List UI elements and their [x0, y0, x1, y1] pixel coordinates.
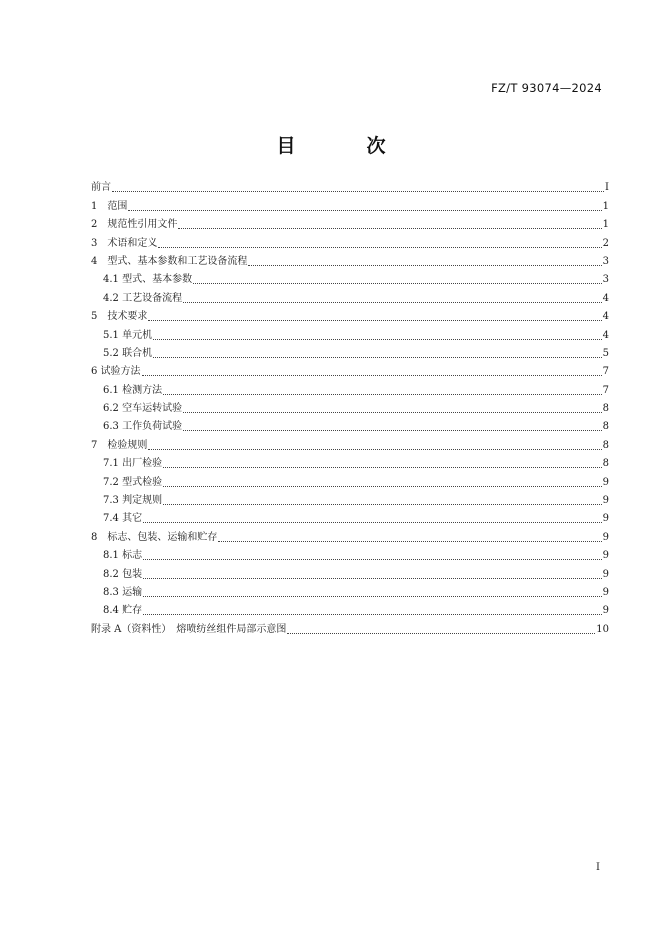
- toc-entry-page: 9: [602, 495, 609, 507]
- toc-leader-dots: [183, 412, 602, 413]
- toc-entry-page: 9: [602, 531, 609, 543]
- page-number: I: [596, 862, 600, 873]
- toc-entry-label: 7.2 型式检验: [103, 476, 163, 488]
- toc-leader-dots: [143, 522, 602, 523]
- toc-entry-page: 9: [602, 513, 609, 525]
- toc-entry[interactable]: [91, 176, 609, 194]
- toc-leader-dots: [112, 191, 604, 192]
- toc-leader-dots: [178, 228, 601, 229]
- toc-entry[interactable]: [91, 617, 609, 635]
- toc-entry-label: 6.2 空车运转试验: [103, 403, 183, 415]
- toc-leader-dots: [143, 596, 602, 597]
- toc-entry[interactable]: [91, 360, 609, 378]
- toc-entry-page: 1: [602, 200, 609, 212]
- toc-leader-dots: [183, 302, 602, 303]
- toc-leader-dots: [142, 375, 602, 376]
- toc-entry-page: 7: [602, 366, 609, 378]
- toc-entry-label: 7.3 判定规则: [103, 495, 163, 507]
- table-of-contents: [91, 176, 609, 636]
- toc-leader-dots: [163, 467, 602, 468]
- toc-entry-page: 9: [602, 586, 609, 598]
- toc-entry[interactable]: [91, 378, 609, 396]
- toc-entry[interactable]: [91, 268, 609, 286]
- toc-entry-page: 7: [602, 384, 609, 396]
- toc-title: 目 次: [276, 135, 412, 157]
- toc-entry-label: 8.1 标志: [103, 550, 143, 562]
- toc-entry-label: 4.1 型式、基本参数: [103, 274, 193, 286]
- toc-entry-label: 5.2 联合机: [103, 347, 153, 359]
- toc-entry-label: 5.1 单元机: [103, 329, 153, 341]
- standard-code: FZ/T 93074—2024: [491, 81, 602, 95]
- toc-entry[interactable]: [91, 433, 609, 451]
- toc-entry-page: 1: [602, 219, 609, 231]
- toc-leader-dots: [143, 559, 602, 560]
- toc-entry[interactable]: [91, 599, 609, 617]
- toc-entry[interactable]: [91, 581, 609, 599]
- toc-entry[interactable]: [91, 305, 609, 323]
- toc-entry[interactable]: [91, 286, 609, 304]
- toc-entry-page: 9: [602, 550, 609, 562]
- toc-leader-dots: [128, 210, 601, 211]
- toc-leader-dots: [148, 449, 601, 450]
- toc-entry-label: 6.3 工作负荷试验: [103, 421, 183, 433]
- toc-entry-label: 4.2 工艺设备流程: [103, 292, 183, 304]
- toc-entry-page: I: [605, 182, 609, 194]
- toc-entry-page: 8: [602, 403, 609, 415]
- toc-entry-page: 9: [602, 568, 609, 580]
- toc-leader-dots: [163, 504, 602, 505]
- toc-leader-dots: [248, 265, 601, 266]
- toc-leader-dots: [143, 578, 602, 579]
- toc-entry-page: 9: [602, 476, 609, 488]
- toc-entry-page: 4: [602, 311, 609, 323]
- toc-entry-label: 6.1 检测方法: [103, 384, 163, 396]
- toc-entry[interactable]: [91, 507, 609, 525]
- toc-leader-dots: [153, 339, 602, 340]
- toc-leader-dots: [287, 633, 595, 634]
- toc-entry-label: 前言: [91, 182, 111, 194]
- toc-entry-label: 7 检验规则: [91, 439, 148, 451]
- toc-entry-label: 3 术语和定义: [91, 237, 158, 249]
- toc-entry[interactable]: [91, 525, 609, 543]
- toc-entry-label: 7.1 出厂检验: [103, 458, 163, 470]
- toc-entry-label: 2 规范性引用文件: [91, 219, 178, 231]
- toc-entry-page: 9: [602, 605, 609, 617]
- toc-entry-page: 3: [602, 274, 609, 286]
- toc-leader-dots: [148, 320, 601, 321]
- toc-leader-dots: [153, 357, 602, 358]
- toc-entry[interactable]: [91, 250, 609, 268]
- toc-entry[interactable]: [91, 470, 609, 488]
- toc-leader-dots: [158, 247, 601, 248]
- toc-entry-label: 8.2 包装: [103, 568, 143, 580]
- toc-leader-dots: [183, 430, 602, 431]
- toc-entry-label: 8.3 运输: [103, 586, 143, 598]
- toc-leader-dots: [143, 614, 602, 615]
- toc-entry[interactable]: [91, 194, 609, 212]
- toc-entry-page: 5: [602, 347, 609, 359]
- toc-leader-dots: [163, 394, 602, 395]
- toc-entry-label: 8 标志、包装、运输和贮存: [91, 531, 218, 543]
- toc-entry[interactable]: [91, 231, 609, 249]
- toc-leader-dots: [193, 283, 602, 284]
- toc-entry[interactable]: [91, 213, 609, 231]
- toc-entry[interactable]: [91, 342, 609, 360]
- toc-entry[interactable]: [91, 397, 609, 415]
- toc-entry-page: 4: [602, 292, 609, 304]
- toc-entry-page: 8: [602, 458, 609, 470]
- toc-entry[interactable]: [91, 562, 609, 580]
- toc-entry-page: 2: [602, 237, 609, 249]
- toc-entry-label: 7.4 其它: [103, 513, 143, 525]
- toc-leader-dots: [163, 486, 602, 487]
- toc-entry-page: 8: [602, 421, 609, 433]
- toc-entry-label: 1 范围: [91, 200, 128, 212]
- toc-entry[interactable]: [91, 489, 609, 507]
- toc-entry[interactable]: [91, 415, 609, 433]
- toc-leader-dots: [218, 541, 601, 542]
- toc-entry-page: 3: [602, 255, 609, 267]
- toc-entry-page: 10: [596, 623, 609, 635]
- toc-entry-label: 8.4 贮存: [103, 605, 143, 617]
- toc-entry[interactable]: [91, 452, 609, 470]
- toc-entry-label: 4 型式、基本参数和工艺设备流程: [91, 255, 248, 267]
- toc-entry-page: 4: [602, 329, 609, 341]
- toc-entry[interactable]: [91, 323, 609, 341]
- toc-entry-page: 8: [602, 439, 609, 451]
- toc-entry-label: 附录 A（资料性） 熔喷纺丝组件局部示意图: [91, 623, 287, 635]
- toc-entry[interactable]: [91, 544, 609, 562]
- toc-entry-label: 5 技术要求: [91, 311, 148, 323]
- toc-entry-label: 6 试验方法: [91, 366, 141, 378]
